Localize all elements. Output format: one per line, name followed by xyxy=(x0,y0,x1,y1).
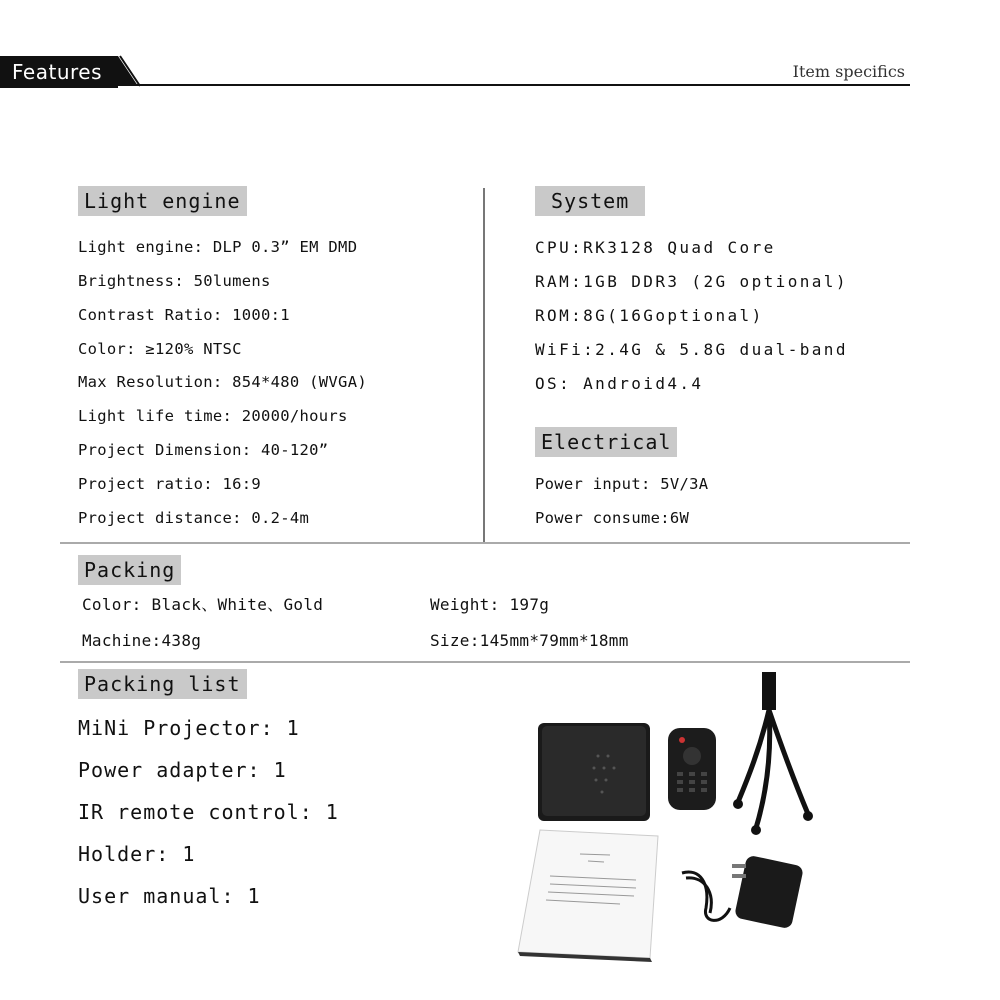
system-line: ROM:8G(16Goptional) xyxy=(535,306,764,325)
item-specifics-label: Item specifics xyxy=(792,62,905,81)
projector-image xyxy=(538,723,650,821)
light-engine-line: Project Dimension: 40-120” xyxy=(78,441,329,459)
product-photo xyxy=(510,668,830,964)
light-engine-line: Brightness: 50lumens xyxy=(78,272,271,290)
light-engine-line: Color: ≥120% NTSC xyxy=(78,340,242,358)
light-engine-line: Light life time: 20000/hours xyxy=(78,407,348,425)
tripod-holder-image xyxy=(733,672,813,835)
packing-size: Size:145mm*79mm*18mm xyxy=(430,631,629,650)
packing-weight: Weight: 197g xyxy=(430,595,550,614)
packing-list-title: Packing list xyxy=(78,669,247,699)
electrical-title: Electrical xyxy=(535,427,677,457)
light-engine-line: Contrast Ratio: 1000:1 xyxy=(78,306,290,324)
system-line: WiFi:2.4G & 5.8G dual-band xyxy=(535,340,848,359)
header-rule xyxy=(130,84,910,86)
section-rule xyxy=(60,661,910,663)
packing-color: Color: Black、White、Gold xyxy=(82,595,324,614)
light-engine-line: Project distance: 0.2-4m xyxy=(78,509,310,527)
packing-list-item: Holder: 1 xyxy=(78,842,196,866)
user-manual-image xyxy=(518,830,658,962)
light-engine-title: Light engine xyxy=(78,186,247,216)
system-title: System xyxy=(535,186,645,216)
system-line: RAM:1GB DDR3 (2G optional) xyxy=(535,272,848,291)
light-engine-line: Max Resolution: 854*480 (WVGA) xyxy=(78,373,367,391)
electrical-line: Power consume:6W xyxy=(535,509,690,527)
packing-list-item: MiNi Projector: 1 xyxy=(78,716,300,740)
section-rule xyxy=(60,542,910,544)
packing-list-item: User manual: 1 xyxy=(78,884,261,908)
features-tab: Features xyxy=(0,56,118,88)
features-tab-slant xyxy=(110,54,140,88)
system-line: CPU:RK3128 Quad Core xyxy=(535,238,776,257)
packing-title: Packing xyxy=(78,555,181,585)
column-divider xyxy=(483,188,485,542)
light-engine-line: Light engine: DLP 0.3” EM DMD xyxy=(78,238,358,256)
electrical-line: Power input: 5V/3A xyxy=(535,475,709,493)
packing-list-item: Power adapter: 1 xyxy=(78,758,287,782)
light-engine-line: Project ratio: 16:9 xyxy=(78,475,262,493)
remote-control-image xyxy=(668,728,716,810)
power-adapter-image xyxy=(682,855,804,930)
system-line: OS: Android4.4 xyxy=(535,374,704,393)
packing-list-item: IR remote control: 1 xyxy=(78,800,339,824)
packing-machine: Machine:438g xyxy=(82,631,202,650)
